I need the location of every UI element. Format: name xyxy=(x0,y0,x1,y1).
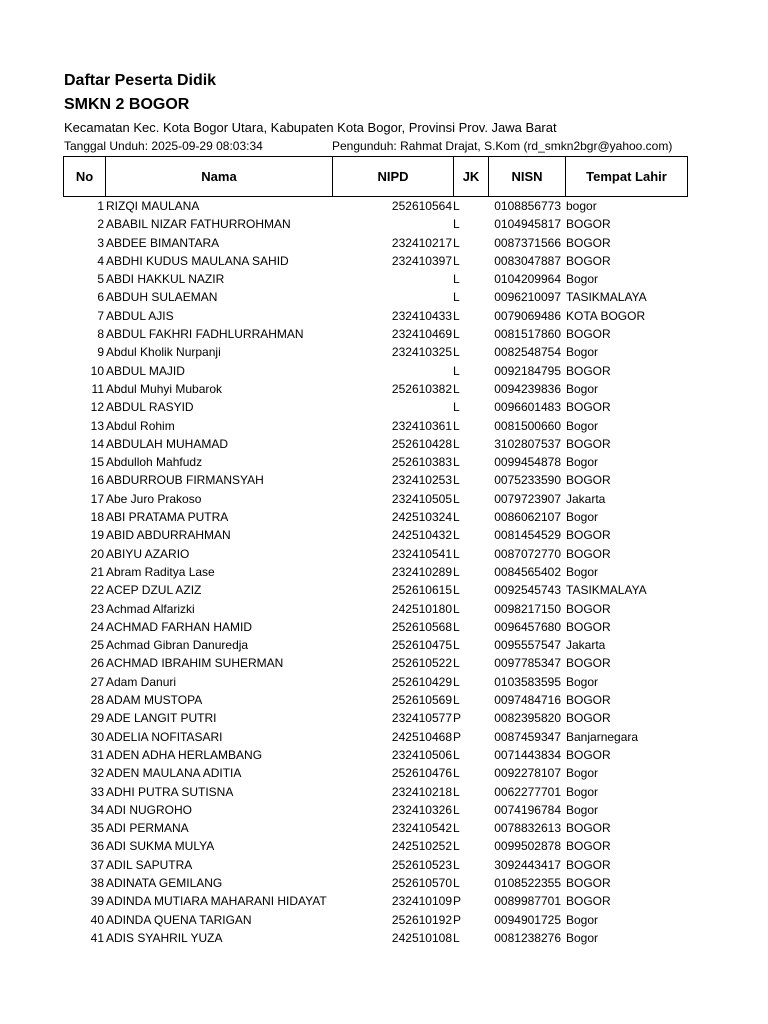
table-row xyxy=(0,545,768,563)
row-nisn: 0108856773 xyxy=(494,199,561,213)
table-row xyxy=(0,819,768,837)
row-nisn: 0099454878 xyxy=(494,455,561,470)
table-row xyxy=(0,892,768,910)
row-no: 19 xyxy=(90,528,104,543)
row-jk: P xyxy=(453,894,462,909)
row-nipd: 232410289 xyxy=(391,564,452,579)
row-nisn: 0089987701 xyxy=(494,894,561,909)
row-tempat-lahir: Bogor xyxy=(566,802,599,817)
row-nisn: 0092545743 xyxy=(494,583,561,598)
row-nisn: 0081517860 xyxy=(494,327,561,342)
row-no: 21 xyxy=(90,564,104,579)
row-nipd: 252610382 xyxy=(391,381,452,396)
row-tempat-lahir: BOGOR xyxy=(566,656,611,671)
row-jk: L xyxy=(453,674,460,689)
row-no: 8 xyxy=(97,327,104,342)
header-tempat-lahir: Tempat Lahir xyxy=(566,157,688,197)
table-row xyxy=(0,197,768,215)
row-nipd: 232410361 xyxy=(391,418,452,433)
table-row xyxy=(0,709,768,727)
location-line: Kecamatan Kec. Kota Bogor Utara, Kabupaten Kota Bogor, Provinsi Prov. Jawa Barat xyxy=(64,120,557,135)
row-no: 15 xyxy=(90,455,104,470)
row-no: 34 xyxy=(90,802,104,817)
table-row xyxy=(0,856,768,874)
document-title: Daftar Peserta Didik xyxy=(64,72,217,89)
row-jk: L xyxy=(453,583,460,598)
row-jk: L xyxy=(453,528,460,543)
table-row xyxy=(0,837,768,855)
row-nama: ADELIA NOFITASARI xyxy=(106,729,223,744)
row-tempat-lahir: BOGOR xyxy=(566,894,611,909)
table-row xyxy=(0,728,768,746)
row-tempat-lahir: Bogor xyxy=(566,418,599,433)
row-nipd: 252610570 xyxy=(391,875,452,890)
row-nipd: 252610475 xyxy=(391,638,452,653)
row-jk: L xyxy=(453,272,460,287)
row-tempat-lahir: BOGOR xyxy=(566,619,611,634)
row-no: 16 xyxy=(90,473,104,488)
row-nama: ABDUL RASYID xyxy=(106,400,194,415)
row-nisn: 0071443834 xyxy=(494,747,561,762)
row-jk: L xyxy=(453,199,460,213)
table-row xyxy=(0,801,768,819)
row-nipd: 232410505 xyxy=(391,491,452,506)
row-nama: ABDULAH MUHAMAD xyxy=(106,436,229,451)
row-no: 30 xyxy=(90,729,104,744)
row-nisn: 0099502878 xyxy=(494,839,561,854)
row-nama: ABI PRATAMA PUTRA xyxy=(106,510,229,525)
row-nipd: 232410325 xyxy=(391,345,452,360)
row-nipd: 242510108 xyxy=(391,930,452,945)
row-nama: ADEN MAULANA ADITIA xyxy=(106,766,242,781)
row-jk: L xyxy=(453,638,460,653)
row-nama: Achmad Gibran Danuredja xyxy=(106,638,249,653)
row-no: 26 xyxy=(90,656,104,671)
row-jk: P xyxy=(453,729,462,744)
row-nama: ABDUL MAJID xyxy=(106,363,185,378)
row-nama: ABIYU AZARIO xyxy=(106,546,190,561)
row-jk: L xyxy=(453,564,460,579)
header-jk: JK xyxy=(454,157,489,197)
row-no: 5 xyxy=(97,272,104,287)
row-nama: ABDEE BIMANTARA xyxy=(106,235,220,250)
row-nama: ADIS SYAHRIL YUZA xyxy=(106,930,223,945)
table-row xyxy=(0,691,768,709)
row-nisn: 0096601483 xyxy=(494,400,561,415)
table-row xyxy=(0,417,768,435)
row-jk: L xyxy=(453,400,460,415)
table-row xyxy=(0,325,768,343)
row-tempat-lahir: BOGOR xyxy=(566,217,611,232)
row-nipd: 242510252 xyxy=(391,839,452,854)
table-row xyxy=(0,911,768,929)
downloader: Pengunduh: Rahmat Drajat, S.Kom (rd_smkn2bgr@yahoo.com) xyxy=(332,139,673,153)
row-nipd: 232410433 xyxy=(391,308,452,323)
row-no: 11 xyxy=(91,381,104,396)
row-nama: ABID ABDURRAHMAN xyxy=(106,528,231,543)
row-tempat-lahir: Banjarnegara xyxy=(566,729,639,744)
row-jk: L xyxy=(453,253,460,268)
row-nama: ADAM MUSTOPA xyxy=(106,693,203,708)
row-tempat-lahir: Bogor xyxy=(566,345,599,360)
table-row xyxy=(0,307,768,325)
row-nipd: 252610615 xyxy=(391,583,452,598)
row-tempat-lahir: Jakarta xyxy=(566,638,606,653)
row-tempat-lahir: Bogor xyxy=(566,381,599,396)
row-nama: ABDHI KUDUS MAULANA SAHID xyxy=(106,253,289,268)
row-nama: Abdul Muhyi Mubarok xyxy=(106,381,223,396)
row-nisn: 0083047887 xyxy=(494,253,561,268)
row-tempat-lahir: Bogor xyxy=(566,272,599,287)
row-nisn: 0098217150 xyxy=(494,601,561,616)
table-row xyxy=(0,673,768,691)
header-no: No xyxy=(64,157,106,197)
row-jk: L xyxy=(453,821,460,836)
row-nipd: 232410577 xyxy=(391,711,452,726)
row-tempat-lahir: BOGOR xyxy=(566,747,611,762)
table-row xyxy=(0,636,768,654)
table-row xyxy=(0,490,768,508)
row-nipd: 232410326 xyxy=(391,802,452,817)
row-tempat-lahir: BOGOR xyxy=(566,546,611,561)
row-tempat-lahir: TASIKMALAYA xyxy=(566,290,647,305)
row-nipd: 252610569 xyxy=(391,693,452,708)
row-tempat-lahir: TASIKMALAYA xyxy=(566,583,647,598)
row-jk: L xyxy=(453,363,460,378)
row-jk: L xyxy=(453,839,460,854)
row-jk: L xyxy=(453,308,460,323)
row-nipd: 232410218 xyxy=(391,784,452,799)
table-row xyxy=(0,471,768,489)
table-row xyxy=(0,343,768,361)
row-no: 18 xyxy=(90,510,104,525)
row-jk: L xyxy=(453,930,460,945)
table-row xyxy=(0,215,768,233)
row-no: 20 xyxy=(90,546,104,561)
row-tempat-lahir: BOGOR xyxy=(566,839,611,854)
table-row xyxy=(0,929,768,947)
row-jk: L xyxy=(453,491,460,506)
table-header xyxy=(63,156,688,197)
row-nipd: 242510180 xyxy=(391,601,452,616)
row-nama: ADHI PUTRA SUTISNA xyxy=(106,784,234,799)
row-jk: L xyxy=(453,693,460,708)
row-nipd: 252610429 xyxy=(391,674,452,689)
row-nipd: 242510432 xyxy=(391,528,452,543)
row-nisn: 0097785347 xyxy=(494,656,561,671)
row-nipd: 232410397 xyxy=(391,253,452,268)
row-nipd: 252610522 xyxy=(391,656,452,671)
row-nisn: 0082395820 xyxy=(494,711,561,726)
row-jk: L xyxy=(453,235,460,250)
row-jk: L xyxy=(453,510,460,525)
row-tempat-lahir: BOGOR xyxy=(566,528,611,543)
row-nisn: 0081454529 xyxy=(494,528,561,543)
row-tempat-lahir: Bogor xyxy=(566,912,599,927)
table-row xyxy=(0,654,768,672)
table-row xyxy=(0,746,768,764)
row-tempat-lahir: KOTA BOGOR xyxy=(566,308,646,323)
row-tempat-lahir: Bogor xyxy=(566,564,599,579)
row-nipd: 242510468 xyxy=(391,729,452,744)
row-no: 25 xyxy=(90,638,104,653)
row-tempat-lahir: Bogor xyxy=(566,784,599,799)
table-row xyxy=(0,270,768,288)
row-nama: ADI PERMANA xyxy=(106,821,189,836)
row-no: 35 xyxy=(90,821,104,836)
row-no: 39 xyxy=(90,894,104,909)
row-nisn: 0092184795 xyxy=(494,363,561,378)
row-tempat-lahir: BOGOR xyxy=(566,601,611,616)
row-jk: L xyxy=(453,418,460,433)
table-row xyxy=(0,600,768,618)
row-jk: L xyxy=(453,656,460,671)
row-nisn: 0108522355 xyxy=(494,875,561,890)
row-no: 2 xyxy=(97,217,104,232)
row-nisn: 0084565402 xyxy=(494,564,561,579)
row-no: 41 xyxy=(90,930,104,945)
row-jk: L xyxy=(453,473,460,488)
row-nisn: 0078832613 xyxy=(494,821,561,836)
row-tempat-lahir: BOGOR xyxy=(566,235,611,250)
row-nama: ABDURROUB FIRMANSYAH xyxy=(106,473,264,488)
row-nama: ABDI HAKKUL NAZIR xyxy=(106,272,225,287)
row-nama: ACHMAD IBRAHIM SUHERMAN xyxy=(106,656,284,671)
row-nama: ABDUH SULAEMAN xyxy=(106,290,218,305)
row-tempat-lahir: BOGOR xyxy=(566,821,611,836)
row-jk: L xyxy=(453,327,460,342)
row-nipd: 232410469 xyxy=(391,327,452,342)
table-row xyxy=(0,288,768,306)
row-nama: Adam Danuri xyxy=(106,674,177,689)
row-nama: ABABIL NIZAR FATHURROHMAN xyxy=(106,217,291,232)
row-no: 40 xyxy=(90,912,104,927)
row-nisn: 0087371566 xyxy=(494,235,561,250)
row-no: 10 xyxy=(90,363,104,378)
row-nipd: 252610476 xyxy=(391,766,452,781)
row-nisn: 0079069486 xyxy=(494,308,561,323)
table-row xyxy=(0,874,768,892)
row-nama: ADINDA MUTIARA MAHARANI HIDAYAT xyxy=(106,894,327,909)
row-nipd: 232410541 xyxy=(391,546,452,561)
row-no: 24 xyxy=(90,619,104,634)
row-jk: L xyxy=(453,784,460,799)
row-jk: L xyxy=(453,875,460,890)
row-nama: Abe Juro Prakoso xyxy=(106,491,202,506)
table-row xyxy=(0,526,768,544)
row-tempat-lahir: BOGOR xyxy=(566,693,611,708)
row-no: 3 xyxy=(97,235,104,250)
row-tempat-lahir: Jakarta xyxy=(566,491,606,506)
row-jk: L xyxy=(453,546,460,561)
table-row xyxy=(0,618,768,636)
row-nisn: 0079723907 xyxy=(494,491,561,506)
row-no: 13 xyxy=(90,418,104,433)
row-nisn: 0087072770 xyxy=(494,546,561,561)
row-nama: Abdul Kholik Nurpanji xyxy=(106,345,221,360)
row-jk: L xyxy=(453,802,460,817)
row-tempat-lahir: BOGOR xyxy=(566,875,611,890)
row-nipd: 232410253 xyxy=(391,473,452,488)
row-nipd: 232410506 xyxy=(391,747,452,762)
row-tempat-lahir: BOGOR xyxy=(566,253,611,268)
row-nisn: 0086062107 xyxy=(494,510,561,525)
row-tempat-lahir: BOGOR xyxy=(566,327,611,342)
row-nisn: 3102807537 xyxy=(494,436,561,451)
row-jk: L xyxy=(453,601,460,616)
row-tempat-lahir: Bogor xyxy=(566,510,599,525)
row-nipd: 232410217 xyxy=(391,235,452,250)
row-nama: ACEP DZUL AZIZ xyxy=(106,583,202,598)
row-nama: Achmad Alfarizki xyxy=(106,601,195,616)
row-no: 17 xyxy=(90,491,104,506)
row-nipd: 252610383 xyxy=(391,455,452,470)
row-nisn: 0103583595 xyxy=(494,674,561,689)
row-no: 27 xyxy=(90,674,104,689)
row-no: 12 xyxy=(90,400,104,415)
row-nisn: 0096457680 xyxy=(494,619,561,634)
row-nama: Abdulloh Mahfudz xyxy=(106,455,203,470)
row-nama: ABDUL FAKHRI FADHLURRAHMAN xyxy=(106,327,304,342)
row-nama: ADIL SAPUTRA xyxy=(106,857,193,872)
row-jk: P xyxy=(453,711,462,726)
row-no: 1 xyxy=(97,199,104,213)
row-nama: ADI NUGROHO xyxy=(106,802,193,817)
row-no: 38 xyxy=(90,875,104,890)
table-row xyxy=(0,453,768,471)
row-jk: L xyxy=(453,857,460,872)
row-tempat-lahir: BOGOR xyxy=(566,436,611,451)
row-no: 37 xyxy=(90,857,104,872)
row-nipd: 242510324 xyxy=(391,510,452,525)
row-jk: L xyxy=(453,766,460,781)
row-nisn: 0062277701 xyxy=(494,784,561,799)
header-nisn: NISN xyxy=(489,157,566,197)
table-row xyxy=(0,234,768,252)
row-nipd: 252610523 xyxy=(391,857,452,872)
row-tempat-lahir: BOGOR xyxy=(566,857,611,872)
row-nama: Abdul Rohim xyxy=(106,418,175,433)
row-jk: L xyxy=(453,619,460,634)
row-tempat-lahir: BOGOR xyxy=(566,400,611,415)
row-jk: L xyxy=(453,290,460,305)
table-row xyxy=(0,435,768,453)
row-nama: Abram Raditya Lase xyxy=(106,564,215,579)
row-jk: L xyxy=(453,345,460,360)
row-nisn: 0094901725 xyxy=(494,912,561,927)
row-nama: ABDUL AJIS xyxy=(106,308,174,323)
table-row xyxy=(0,252,768,270)
row-nisn: 0081238276 xyxy=(494,930,561,945)
table-row xyxy=(0,783,768,801)
row-nama: ADI SUKMA MULYA xyxy=(106,839,215,854)
row-nipd: 232410109 xyxy=(391,894,452,909)
row-jk: P xyxy=(453,912,462,927)
row-no: 31 xyxy=(90,747,104,762)
row-nisn: 3092443417 xyxy=(494,857,561,872)
row-no: 29 xyxy=(90,711,104,726)
row-jk: L xyxy=(453,381,460,396)
row-no: 14 xyxy=(90,436,104,451)
row-nipd: 232410542 xyxy=(391,821,452,836)
row-nisn: 0075233590 xyxy=(494,473,561,488)
row-nisn: 0074196784 xyxy=(494,802,561,817)
row-no: 7 xyxy=(97,308,104,323)
row-no: 23 xyxy=(90,601,104,616)
row-tempat-lahir: BOGOR xyxy=(566,711,611,726)
row-jk: L xyxy=(453,455,460,470)
row-nisn: 0087459347 xyxy=(494,729,561,744)
row-nisn: 0095557547 xyxy=(494,638,561,653)
row-tempat-lahir: Bogor xyxy=(566,674,599,689)
row-nama: ADE LANGIT PUTRI xyxy=(106,711,217,726)
row-nama: RIZQI MAULANA xyxy=(106,199,200,213)
student-list xyxy=(0,197,768,947)
school-name: SMKN 2 BOGOR xyxy=(64,96,190,113)
row-no: 22 xyxy=(90,583,104,598)
row-nama: ACHMAD FARHAN HAMID xyxy=(106,619,253,634)
row-no: 36 xyxy=(90,839,104,854)
row-nisn: 0082548754 xyxy=(494,345,561,360)
table-row xyxy=(0,398,768,416)
row-jk: L xyxy=(453,747,460,762)
row-jk: L xyxy=(453,436,460,451)
row-nipd: 252610568 xyxy=(391,619,452,634)
header-nama: Nama xyxy=(106,157,333,197)
row-nipd: 252610564 xyxy=(391,199,452,213)
row-jk: L xyxy=(453,217,460,232)
row-nisn: 0104209964 xyxy=(494,272,561,287)
row-tempat-lahir: Bogor xyxy=(566,455,599,470)
table-row xyxy=(0,581,768,599)
row-nama: ADINATA GEMILANG xyxy=(106,875,223,890)
header-nipd: NIPD xyxy=(333,157,454,197)
row-nama: ADINDA QUENA TARIGAN xyxy=(106,912,252,927)
table-row xyxy=(0,764,768,782)
row-tempat-lahir: bogor xyxy=(566,199,597,213)
row-no: 32 xyxy=(90,766,104,781)
row-nisn: 0094239836 xyxy=(494,381,561,396)
row-nipd: 252610428 xyxy=(391,436,452,451)
table-row xyxy=(0,508,768,526)
row-nisn: 0081500660 xyxy=(494,418,561,433)
row-nisn: 0096210097 xyxy=(494,290,561,305)
table-row xyxy=(0,362,768,380)
row-tempat-lahir: BOGOR xyxy=(566,363,611,378)
row-nipd: 252610192 xyxy=(391,912,452,927)
row-no: 4 xyxy=(97,253,104,268)
row-no: 6 xyxy=(97,290,104,305)
row-no: 9 xyxy=(97,345,104,360)
download-date: Tanggal Unduh: 2025-09-29 08:03:34 xyxy=(64,139,263,153)
row-nama: ADEN ADHA HERLAMBANG xyxy=(106,747,263,762)
row-tempat-lahir: Bogor xyxy=(566,930,599,945)
row-no: 28 xyxy=(90,693,104,708)
row-nisn: 0104945817 xyxy=(494,217,561,232)
row-nisn: 0092278107 xyxy=(494,766,561,781)
row-tempat-lahir: Bogor xyxy=(566,766,599,781)
row-nisn: 0097484716 xyxy=(494,693,561,708)
row-no: 33 xyxy=(90,784,104,799)
row-tempat-lahir: BOGOR xyxy=(566,473,611,488)
table-row xyxy=(0,563,768,581)
table-row xyxy=(0,380,768,398)
